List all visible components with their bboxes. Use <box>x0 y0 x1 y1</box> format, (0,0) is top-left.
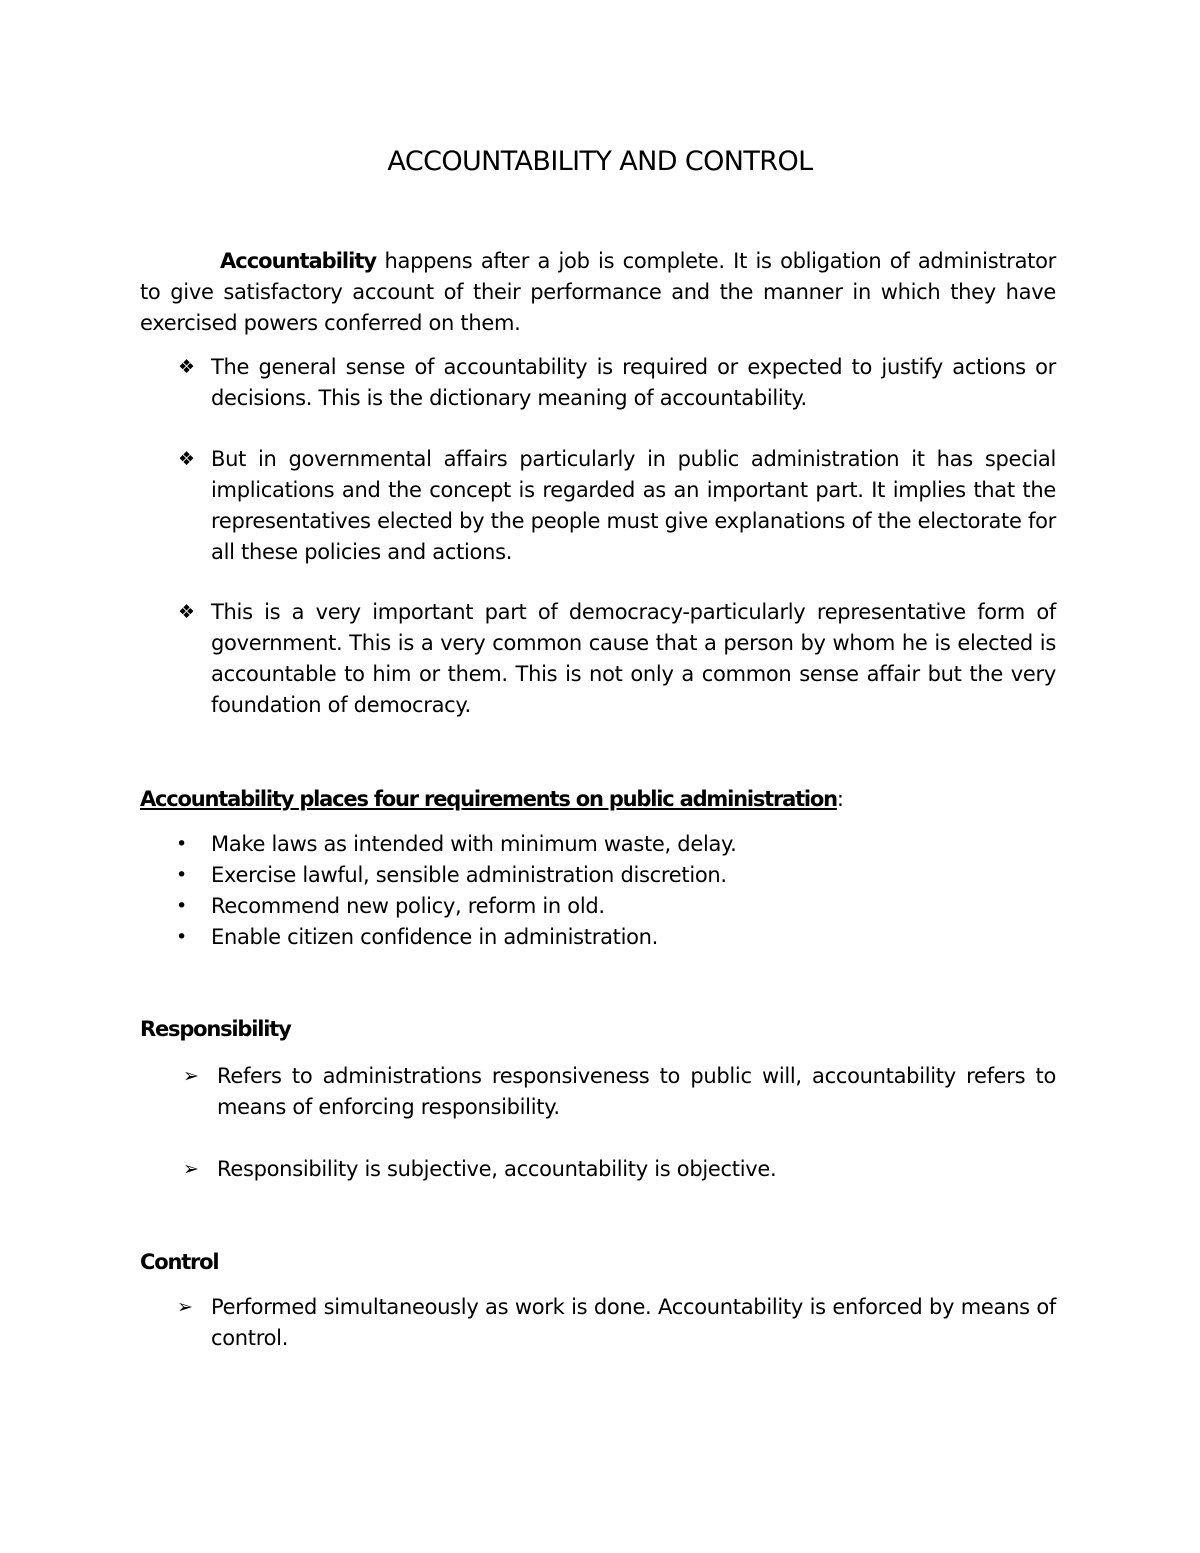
dot-bullet-icon: • <box>176 895 188 917</box>
diamond-bullet-icon: ❖ <box>178 356 196 378</box>
control-heading: Control <box>140 1250 219 1274</box>
arrow-bullet-icon: ➢ <box>177 1296 193 1318</box>
intro-term: Accountability <box>220 249 377 273</box>
list-item: The general sense of accountability is required or expected to justify actions or decisions. This is the dictionary meaning of accountability. <box>211 355 1056 410</box>
list-item: Make laws as intended with minimum waste, delay. <box>211 832 737 856</box>
intro-paragraph <box>140 246 1056 339</box>
diamond-bullet-icon: ❖ <box>178 448 196 470</box>
page-title: ACCOUNTABILITY AND CONTROL <box>387 146 813 177</box>
intro-text: happens after a job is complete. It is obligation of administrator to give satisfactory account of their performance and the manner in which they have exercised powers conferred on them. <box>140 249 1056 335</box>
list-item: Refers to administrations responsiveness to public will, accountability refers to means of enforcing responsibility. <box>217 1064 1056 1119</box>
list-item: Recommend new policy, reform in old. <box>211 894 605 918</box>
arrow-bullet-icon: ➢ <box>183 1065 199 1087</box>
list-item: But in governmental affairs particularly in public administration it has special implications and the concept is regarded as an important part. It implies that the representatives elected by the people must give explanations of the electorate for all these policies and actions. <box>211 447 1056 564</box>
diamond-bullet-icon: ❖ <box>178 601 196 623</box>
dot-bullet-icon: • <box>176 926 188 948</box>
requirements-heading: Accountability places four requirements on public administration: <box>140 787 844 811</box>
list-item: Responsibility is subjective, accountability is objective. <box>217 1157 777 1181</box>
responsibility-heading: Responsibility <box>140 1017 291 1041</box>
arrow-bullet-icon: ➢ <box>183 1158 199 1180</box>
list-item: Performed simultaneously as work is done. Accountability is enforced by means of control. <box>211 1295 1056 1350</box>
list-item: Enable citizen confidence in administration. <box>211 925 659 949</box>
list-item: This is a very important part of democracy-particularly representative form of government. This is a very common cause that a person by whom he is elected is accountable to him or them. This is not only a common sense affair but the very foundation of democracy. <box>211 600 1056 717</box>
dot-bullet-icon: • <box>176 833 188 855</box>
list-item: Exercise lawful, sensible administration discretion. <box>211 863 727 887</box>
dot-bullet-icon: • <box>176 864 188 886</box>
